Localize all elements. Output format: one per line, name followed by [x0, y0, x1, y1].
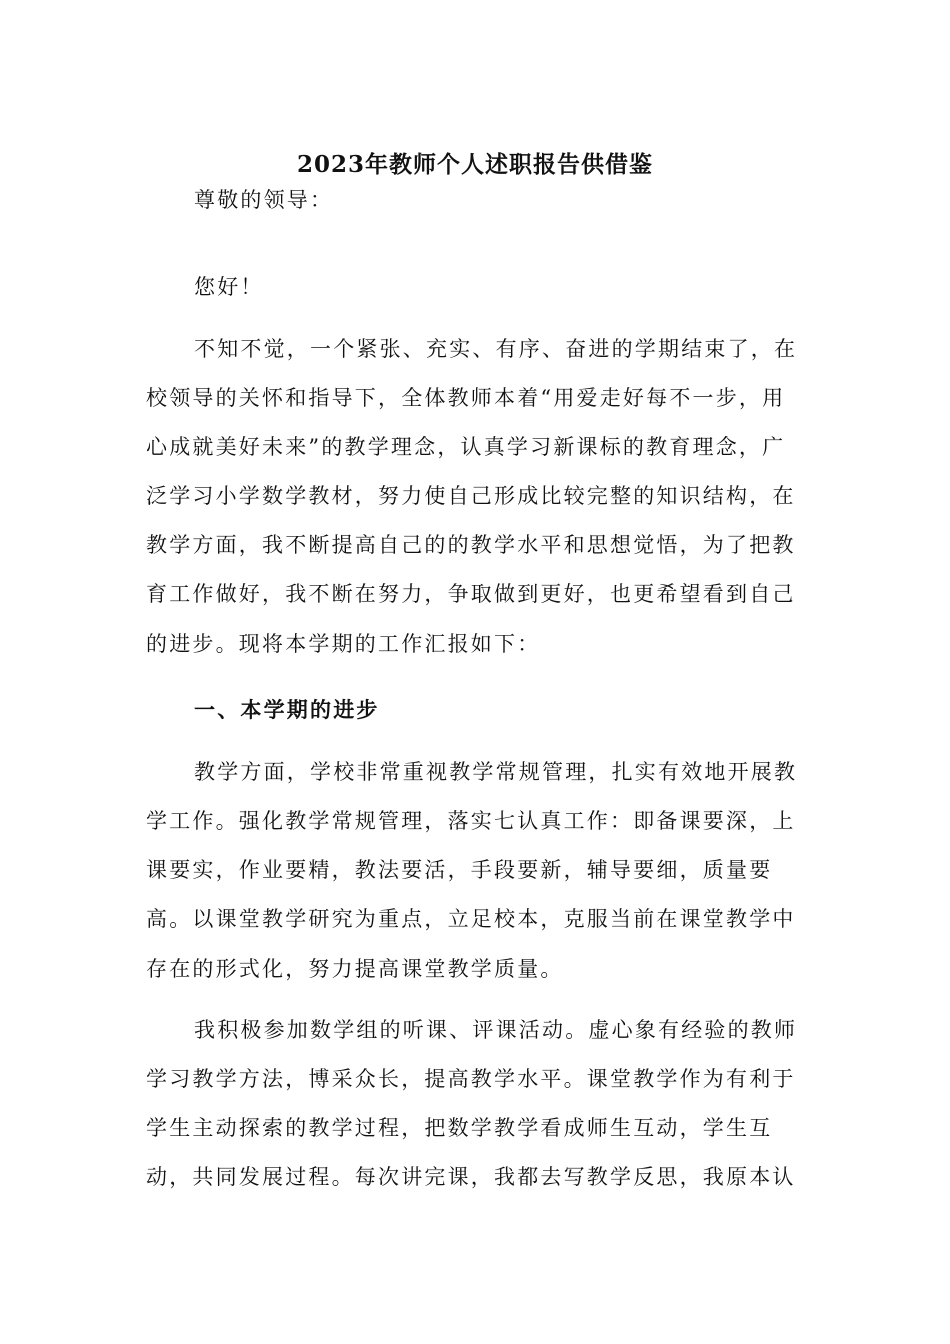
- document-title: 2023年教师个人述职报告供借鉴: [296, 151, 653, 178]
- section-heading: 一、本学期的进步: [194, 697, 380, 722]
- paragraph-line: 的进步。现将本学期的工作汇报如下：: [146, 632, 541, 656]
- greeting: 您好！: [194, 275, 264, 299]
- paragraph-line: 学工作。强化教学常规管理，落实七认真工作：即备课要深，上: [146, 809, 796, 833]
- paragraph-line: 学生主动探索的教学过程，把数学教学看成师生互动，学生互: [146, 1116, 773, 1140]
- paragraph-line: 动，共同发展过程。每次讲完课，我都去写教学反思，我原本认: [146, 1165, 796, 1189]
- paragraph-line: 校领导的关怀和指导下，全体教师本着“用爱走好每不一步，用: [146, 386, 786, 410]
- paragraph-line: 不知不觉，一个紧张、充实、有序、奋进的学期结束了，在: [194, 337, 798, 361]
- salutation: 尊敬的领导：: [194, 188, 334, 212]
- paragraph-line: 心成就美好未来”的教学理念，认真学习新课标的教育理念，广: [146, 435, 786, 459]
- paragraph-line: 教学方面，我不断提高自己的的教学水平和思想觉悟，为了把教: [146, 533, 796, 557]
- paragraph-line: 课要实，作业要精，教法要活，手段要新，辅导要细，质量要: [146, 858, 773, 882]
- paragraph-line: 泛学习小学数学教材，努力使自己形成比较完整的知识结构，在: [146, 484, 796, 508]
- paragraph-line: 育工作做好，我不断在努力，争取做到更好，也更希望看到自己: [146, 582, 796, 606]
- paragraph-line: 存在的形式化，努力提高课堂教学质量。: [146, 957, 564, 981]
- paragraph-line: 高。以课堂教学研究为重点，立足校本，克服当前在课堂教学中: [146, 907, 796, 931]
- paragraph-line: 教学方面，学校非常重视教学常规管理，扎实有效地开展教: [194, 760, 798, 784]
- paragraph-line: 学习教学方法，博采众长，提高教学水平。课堂教学作为有利于: [146, 1067, 796, 1091]
- paragraph-line: 我积极参加数学组的听课、评课活动。虚心象有经验的教师: [194, 1018, 798, 1042]
